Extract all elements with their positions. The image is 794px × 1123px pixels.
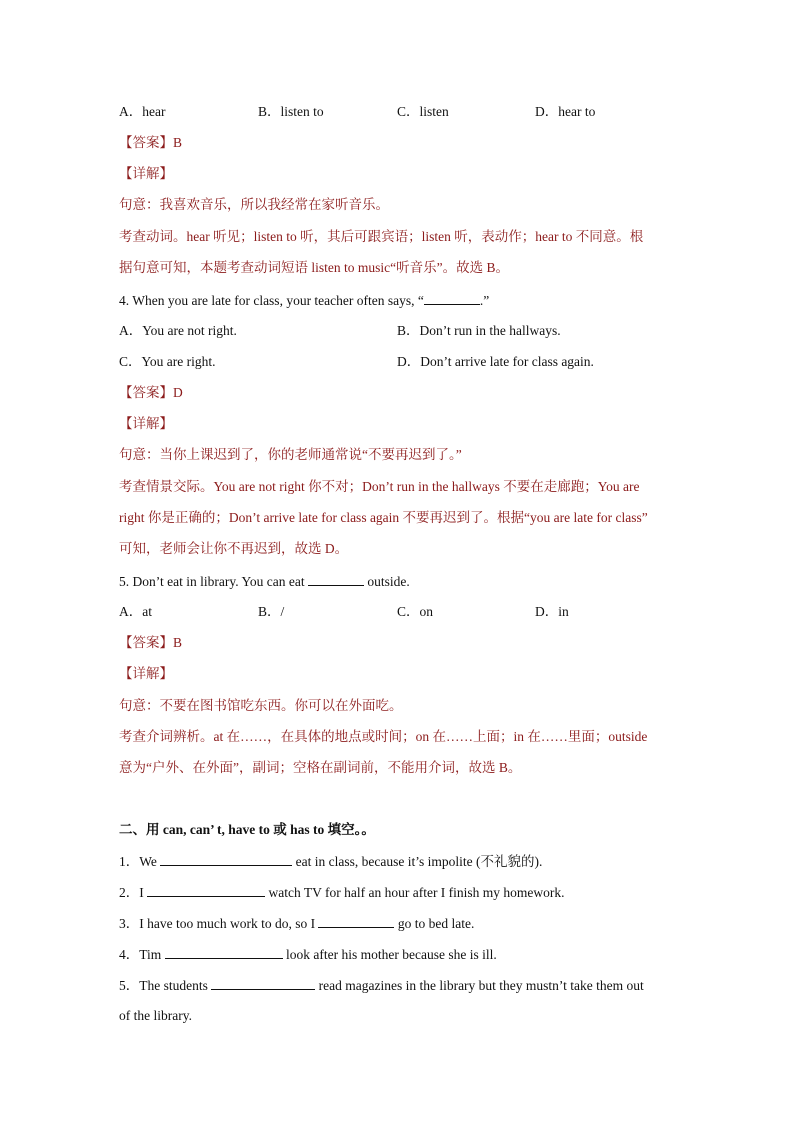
q5-question-end: outside. (363, 574, 410, 589)
q5-analysis-line1: 考查介词辨析。at 在……，在具体的地点或时间；on 在……上面；in 在……里面；outside (119, 729, 648, 744)
q4-analysis-line2: right 你是正确的；Don’t arrive late for class again 不要再迟到了。根据“you are late for class” (119, 510, 648, 525)
q3-option-a: A．hear (119, 104, 166, 119)
q5-option-b: B．/ (258, 604, 285, 619)
q3-detail-heading: 【详解】 (119, 166, 173, 181)
q4-analysis-line1: 考查情景交际。You are not right 你不对；Don’t run in the hallways 不要在走廊跑；You are (119, 479, 640, 494)
q4-answer: 【答案】D (119, 385, 183, 400)
q5-blank[interactable] (308, 572, 364, 586)
section-2-item-2 (119, 883, 565, 902)
q5-answer: 【答案】B (119, 635, 183, 650)
item-2-suffix: watch TV for half an hour after I finish my homework. (265, 885, 565, 900)
q4-option-a: A．You are not right. (119, 323, 237, 338)
q4-question (119, 291, 489, 310)
q4-option-c: C．You are right. (119, 354, 216, 369)
item-2-prefix: 2．I (119, 885, 148, 900)
q3-option-c: C．listen (397, 104, 449, 119)
item-1-suffix: eat in class, because it’s impolite (不礼貌的). (292, 854, 543, 869)
q4-option-b: B．Don’t run in the hallways. (397, 323, 561, 338)
q5-question-text: 5. Don’t eat in library. You can eat (119, 574, 308, 589)
item-5-prefix: 5．The students (119, 978, 212, 993)
q4-blank[interactable] (424, 291, 480, 305)
q5-meaning: 句意：不要在图书馆吃东西。你可以在外面吃。 (119, 698, 403, 713)
q3-option-d: D．hear to (535, 104, 596, 119)
item-3-suffix: go to bed late. (394, 916, 475, 931)
q3-option-b: B．listen to (258, 104, 324, 119)
item-2-blank[interactable] (147, 883, 265, 897)
q4-analysis-line3: 可知，老师会让你不再迟到，故选 D。 (119, 541, 349, 556)
q5-option-a: A．at (119, 604, 152, 619)
q4-detail-heading: 【详解】 (119, 416, 173, 431)
item-4-blank[interactable] (165, 945, 283, 959)
q4-question-text: 4. When you are late for class, your teacher often says, “ (119, 293, 424, 308)
item-1-blank[interactable] (160, 852, 292, 866)
item-5-suffix: read magazines in the library but they mustn’t take them out (315, 978, 644, 993)
item-1-prefix: 1．We (119, 854, 161, 869)
section-2-item-5 (119, 976, 644, 995)
item-3-blank[interactable] (318, 914, 394, 928)
section-2-item-5-continued: of the library. (119, 1008, 192, 1023)
section-2-item-3 (119, 914, 474, 933)
q5-option-d: D．in (535, 604, 569, 619)
q3-analysis-line2: 据句意可知，本题考查动词短语 listen to music“听音乐”。故选 B。 (119, 260, 509, 275)
section-2-item-4 (119, 945, 497, 964)
section-2-item-1 (119, 852, 542, 871)
item-4-prefix: 4．Tim (119, 947, 165, 962)
q5-option-c: C．on (397, 604, 434, 619)
q4-meaning: 句意：当你上课迟到了，你的老师通常说“不要再迟到了。” (119, 447, 462, 462)
q4-option-d: D．Don’t arrive late for class again. (397, 354, 594, 369)
item-5-blank[interactable] (211, 976, 315, 990)
section-2-title: 二、用 can, can’ t, have to 或 has to 填空。。 (119, 822, 375, 837)
item-3-prefix: 3．I have too much work to do, so I (119, 916, 319, 931)
q3-answer: 【答案】B (119, 135, 183, 150)
q5-question (119, 572, 410, 591)
q4-question-end: .” (479, 293, 490, 308)
q3-analysis-line1: 考查动词。hear 听见；listen to 听，其后可跟宾语；listen 听，表动作；hear to 不同意。根 (119, 229, 644, 244)
item-4-suffix: look after his mother because she is ill. (282, 947, 497, 962)
q5-detail-heading: 【详解】 (119, 666, 173, 681)
q5-analysis-line2: 意为“户外、在外面”，副词；空格在副词前，不能用介词，故选 B。 (119, 760, 522, 775)
q3-meaning: 句意：我喜欢音乐，所以我经常在家听音乐。 (119, 197, 389, 212)
